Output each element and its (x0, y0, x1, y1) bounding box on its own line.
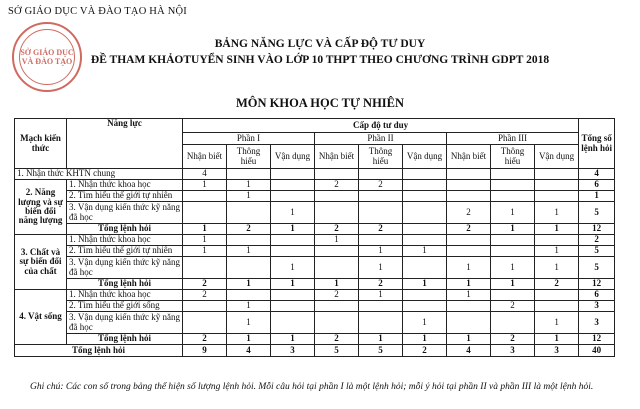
cell (315, 257, 359, 279)
cell: 3 (491, 345, 535, 357)
cell (359, 235, 403, 246)
cell (491, 290, 535, 301)
header-part-2: Phần II (315, 133, 447, 145)
cell-total: 1 (579, 191, 615, 202)
header-capdo: Cấp độ tư duy (183, 119, 579, 133)
cell: 1 (227, 312, 271, 334)
header-mach: Mạch kiến thức (15, 119, 67, 169)
cell (271, 290, 315, 301)
cell (227, 257, 271, 279)
cell: 5 (315, 345, 359, 357)
header-level: Nhận biết (315, 145, 359, 169)
table-row (15, 301, 615, 312)
cell: 1 (271, 334, 315, 345)
cell (227, 290, 271, 301)
row-label: 2. Tìm hiểu thế giới tự nhiên (67, 191, 183, 202)
cell: 1 (183, 246, 227, 257)
cell (183, 191, 227, 202)
cell: 2 (315, 224, 359, 235)
cell: 1 (491, 279, 535, 290)
cell-total: 3 (579, 301, 615, 312)
table-row (15, 202, 615, 224)
row-label: 3. Vận dụng kiến thức kỹ năng đã học (67, 257, 183, 279)
cell-total: 5 (579, 202, 615, 224)
cell (271, 312, 315, 334)
cell: 1 (447, 290, 491, 301)
cell-total: 3 (579, 312, 615, 334)
cell: 1 (227, 301, 271, 312)
cell: 5 (359, 345, 403, 357)
row-label: 3. Vận dụng kiến thức kỹ năng đã học (67, 202, 183, 224)
cell (315, 191, 359, 202)
cell (535, 169, 579, 180)
cell (183, 312, 227, 334)
cell-total: 12 (579, 334, 615, 345)
cell: 1 (359, 257, 403, 279)
row-label: 1. Nhận thức khoa học (67, 235, 183, 246)
cell (403, 224, 447, 235)
cell (271, 301, 315, 312)
cell: 1 (403, 246, 447, 257)
cell: 2 (359, 180, 403, 191)
cell: 1 (315, 235, 359, 246)
header-nangluc: Năng lực (67, 119, 183, 169)
cell (315, 202, 359, 224)
cell: 2 (183, 279, 227, 290)
cell (271, 191, 315, 202)
organization-name: SỞ GIÁO DỤC VÀ ĐÀO TẠO HÀ NỘI (8, 6, 187, 17)
cell: 1 (491, 257, 535, 279)
cell: 2 (359, 224, 403, 235)
cell: 1 (227, 334, 271, 345)
cell (183, 202, 227, 224)
cell (403, 202, 447, 224)
cell (403, 180, 447, 191)
cell: 1 (359, 290, 403, 301)
cell (491, 235, 535, 246)
cell (535, 301, 579, 312)
cell: 3 (535, 345, 579, 357)
cell: 1 (447, 257, 491, 279)
cell: 2 (315, 180, 359, 191)
cell: 1 (403, 334, 447, 345)
header-level: Nhận biết (183, 145, 227, 169)
group-label: 4. Vật sống (15, 290, 67, 345)
cell: 2 (183, 290, 227, 301)
cell: 1 (491, 202, 535, 224)
group-total-row (15, 279, 615, 290)
cell: 1 (271, 257, 315, 279)
cell (535, 180, 579, 191)
cell (491, 180, 535, 191)
cell: 1 (271, 224, 315, 235)
group-total-label: Tổng lệnh hỏi (67, 279, 183, 290)
table-row (15, 246, 615, 257)
header-level: Vận dụng (271, 145, 315, 169)
cell (315, 301, 359, 312)
cell-total: 5 (579, 246, 615, 257)
cell (491, 246, 535, 257)
cell (403, 191, 447, 202)
header-level: Thông hiểu (491, 145, 535, 169)
cell (359, 202, 403, 224)
cell-total: 6 (579, 290, 615, 301)
header-level: Thông hiểu (227, 145, 271, 169)
cell-total: 5 (579, 257, 615, 279)
footnote: Ghi chú: Các con số trong bảng thể hiện số lượng lệnh hỏi. Mỗi câu hỏi tại phần I là một lệnh hỏi; mỗi ý hỏi tại phần II và phần III là một lệnh hỏi. (30, 382, 594, 392)
cell: 1 (227, 279, 271, 290)
header-level: Vận dụng (403, 145, 447, 169)
header-part-1: Phần I (183, 133, 315, 145)
cell (447, 235, 491, 246)
cell: 2 (359, 279, 403, 290)
cell (447, 301, 491, 312)
group-total-row (15, 334, 615, 345)
cell: 1 (359, 334, 403, 345)
cell (359, 169, 403, 180)
group-total-label: Tổng lệnh hỏi (67, 334, 183, 345)
cell (227, 235, 271, 246)
cell (271, 169, 315, 180)
subject-title: MÔN KHOA HỌC TỰ NHIÊN (235, 96, 405, 110)
table-row (15, 312, 615, 334)
cell-total: 6 (579, 180, 615, 191)
cell: 3 (271, 345, 315, 357)
cell (447, 312, 491, 334)
cell: 2 (227, 224, 271, 235)
cell: 1 (535, 334, 579, 345)
cell (183, 301, 227, 312)
row-label: 2. Tìm hiểu thế giới tự nhiên (67, 246, 183, 257)
cell (491, 191, 535, 202)
row-label: 3. Vận dụng kiến thức kỹ năng đã học (67, 312, 183, 334)
cell: 1 (447, 334, 491, 345)
grand-total-label: Tổng lệnh hỏi (15, 345, 183, 357)
cell: 2 (491, 334, 535, 345)
cell (447, 246, 491, 257)
header-level: Nhận biết (447, 145, 491, 169)
cell: 2 (535, 279, 579, 290)
cell: 1 (227, 246, 271, 257)
document-title: BẢNG NĂNG LỰC VÀ CẤP ĐỘ TƯ DUY (214, 38, 426, 50)
cell-total: 40 (579, 345, 615, 357)
cell (535, 290, 579, 301)
row-label: 2. Tìm hiểu thế giới sống (67, 301, 183, 312)
header-tong: Tổng số lệnh hỏi (579, 119, 615, 169)
cell: 4 (183, 169, 227, 180)
cell-total: 12 (579, 279, 615, 290)
row-label: 1. Nhận thức khoa học (67, 180, 183, 191)
cell (183, 257, 227, 279)
cell (491, 312, 535, 334)
cell: 1 (447, 279, 491, 290)
header-part-3: Phần III (447, 133, 579, 145)
row-label: 1. Nhận thức KHTN chung (15, 169, 183, 180)
cell (315, 169, 359, 180)
cell (359, 312, 403, 334)
cell: 2 (491, 301, 535, 312)
table-row (15, 191, 615, 202)
row-label: 1. Nhận thức khoa học (67, 290, 183, 301)
cell: 2 (403, 345, 447, 357)
cell (359, 301, 403, 312)
group-label: 2. Năng lượng và sự biến đổi năng lượng (15, 180, 67, 235)
cell (315, 312, 359, 334)
group-total-row (15, 224, 615, 235)
cell (403, 257, 447, 279)
competency-table (14, 118, 615, 357)
cell (447, 180, 491, 191)
cell-total: 12 (579, 224, 615, 235)
cell: 1 (403, 279, 447, 290)
cell (403, 235, 447, 246)
cell (535, 235, 579, 246)
cell: 1 (359, 246, 403, 257)
cell (315, 246, 359, 257)
table-row (15, 180, 615, 191)
cell: 2 (315, 334, 359, 345)
cell: 1 (535, 257, 579, 279)
cell: 1 (535, 224, 579, 235)
cell: 1 (227, 191, 271, 202)
cell (447, 191, 491, 202)
cell: 1 (271, 279, 315, 290)
cell: 2 (183, 334, 227, 345)
cell (227, 169, 271, 180)
cell: 2 (447, 202, 491, 224)
cell: 1 (183, 224, 227, 235)
cell: 9 (183, 345, 227, 357)
cell (271, 180, 315, 191)
group-total-label: Tổng lệnh hỏi (67, 224, 183, 235)
cell (447, 169, 491, 180)
cell (271, 235, 315, 246)
cell (491, 169, 535, 180)
cell-total: 2 (579, 235, 615, 246)
cell: 1 (535, 312, 579, 334)
cell (271, 246, 315, 257)
group-label: 3. Chất và sự biến đổi của chất (15, 235, 67, 290)
header-level: Thông hiểu (359, 145, 403, 169)
cell: 1 (183, 235, 227, 246)
cell: 2 (447, 224, 491, 235)
document-subtitle: ĐỀ THAM KHẢOTUYỂN SINH VÀO LỚP 10 THPT THEO CHƯƠNG TRÌNH GDPT 2018 (90, 54, 550, 66)
cell (403, 169, 447, 180)
cell: 1 (403, 312, 447, 334)
cell: 2 (315, 290, 359, 301)
table-row (15, 290, 615, 301)
cell (535, 191, 579, 202)
table-row (15, 257, 615, 279)
cell (359, 191, 403, 202)
cell: 1 (491, 224, 535, 235)
seal-text: SỞ GIÁO DỤC VÀ ĐÀO TẠO (20, 47, 74, 66)
cell: 1 (183, 180, 227, 191)
cell: 4 (227, 345, 271, 357)
header-level: Vận dụng (535, 145, 579, 169)
table-row (15, 235, 615, 246)
cell: 1 (271, 202, 315, 224)
cell: 1 (535, 202, 579, 224)
cell (227, 202, 271, 224)
cell: 1 (315, 279, 359, 290)
cell-total: 4 (579, 169, 615, 180)
cell: 4 (447, 345, 491, 357)
cell: 1 (227, 180, 271, 191)
cell: 1 (535, 246, 579, 257)
cell (403, 290, 447, 301)
cell (403, 301, 447, 312)
